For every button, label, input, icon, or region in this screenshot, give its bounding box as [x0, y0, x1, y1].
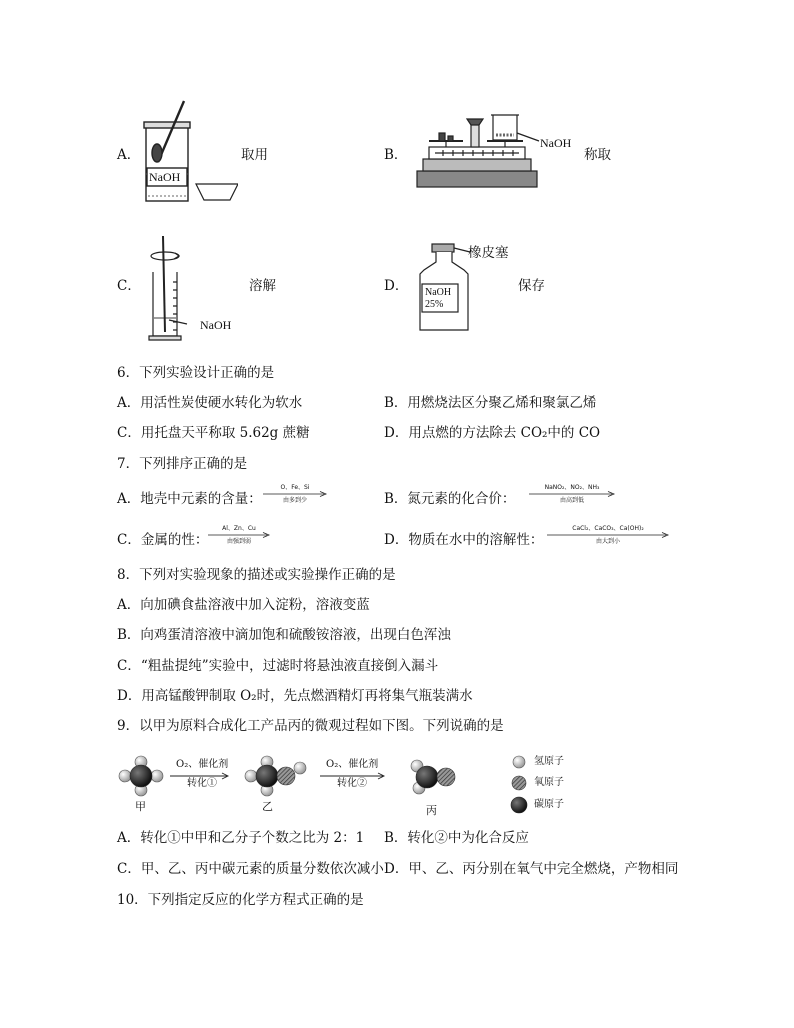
q5-b-figure [413, 105, 543, 193]
q5-d-bottle-line1: NaOH [425, 287, 452, 298]
q8-option-d: D．用高锰酸钾制取 O₂时，先点燃酒精灯再将集气瓶装满水 [117, 688, 473, 704]
q8-stem: 8．下列对实验现象的描述或实验操作正确的是 [117, 567, 396, 583]
q7-b-arrow-below: 由高到低 [559, 497, 584, 505]
q7-option-b-text: B．氮元素的化合价： [384, 491, 516, 507]
q7-d-arrow-above: CaCl₂、CaCO₃、Ca(OH)₂ [572, 525, 644, 532]
q5-a-label: NaOH [149, 170, 181, 184]
q7-option-c-arrow [207, 525, 271, 545]
q9-option-a: A．转化①中甲和乙分子个数之比为 2：1 [117, 830, 365, 846]
molecule-yi [245, 756, 306, 796]
q5-d-bottle-line2: 25% [425, 299, 444, 310]
molecule-bing [411, 760, 455, 794]
q7-c-arrow-above: Al、Zn、Cu [222, 525, 256, 532]
q8-option-c: C．“粗盐提纯”实验中，过滤时将悬浊液直接倒入漏斗 [117, 658, 439, 674]
q7-option-d-text: D．物质在水中的溶解性： [384, 532, 544, 548]
q9-label-jia: 甲 [135, 800, 146, 813]
q6-option-c: C．用托盘天平称取 5.62g 蔗糖 [117, 425, 310, 441]
q9-legend-hydrogen: 氢原子 [534, 756, 564, 767]
q9-label-bing: 丙 [426, 804, 437, 817]
q5-b-caption: 称取 [584, 147, 611, 163]
q7-option-c-text: C．金属的性： [117, 532, 209, 548]
q6-option-b: B．用燃烧法区分聚乙烯和聚氯乙烯 [384, 395, 597, 411]
q7-b-arrow-above: NaNO₂、NO₂、NH₃ [544, 484, 600, 491]
q7-option-a-arrow [262, 484, 328, 504]
q9-arrow1-top: O₂、催化剂 [176, 759, 229, 770]
q9-option-d: D．甲、乙、丙分别在氧气中完全燃烧，产物相同 [384, 861, 679, 877]
q5-c-label: NaOH [200, 318, 232, 332]
q7-a-arrow-above: O、Fe、Si [280, 484, 310, 491]
q9-legend-carbon: 碳原子 [534, 799, 564, 810]
q9-stem: 9．以甲为原料合成化工产品丙的微观过程如下图。下列说确的是 [117, 718, 504, 734]
q7-stem: 7．下列排序正确的是 [117, 456, 248, 472]
q9-option-b: B．转化②中为化合反应 [384, 830, 529, 846]
legend-carbon-icon [511, 797, 527, 813]
q7-a-arrow-below: 由多到少 [282, 497, 307, 505]
q5-a-caption: 取用 [241, 147, 268, 163]
q5-a-figure [138, 96, 238, 208]
q10-stem: 10．下列指定反应的化学方程式正确的是 [117, 892, 364, 908]
molecule-jia [119, 756, 163, 796]
legend-oxygen-icon [512, 776, 526, 790]
q5-option-a-letter: A． [117, 147, 141, 163]
legend-hydrogen-icon [513, 756, 525, 768]
q9-legend-oxygen: 氧原子 [534, 777, 564, 788]
q7-option-d-arrow [546, 525, 670, 545]
q9-label-yi: 乙 [262, 800, 273, 813]
q7-d-arrow-below: 由大到小 [595, 538, 620, 546]
q6-stem: 6．下列实验设计正确的是 [117, 365, 275, 381]
q5-c-figure [145, 232, 205, 344]
q5-option-d-letter: D． [384, 278, 409, 294]
q9-option-c: C．甲、乙、丙中碳元素的质量分数依次减小 [117, 861, 384, 877]
q6-option-d: D．用点燃的方法除去 CO₂中的 CO [384, 425, 601, 441]
q7-c-arrow-below: 由强到弱 [226, 538, 251, 546]
q5-d-stopper-label: 橡皮塞 [468, 245, 509, 261]
q9-arrow2-top: O₂、催化剂 [326, 759, 379, 770]
q7-option-b-arrow [528, 484, 616, 504]
q5-c-caption: 溶解 [249, 278, 276, 294]
q8-option-b: B．向鸡蛋清溶液中滴加饱和硫酸铵溶液，出现白色浑浊 [117, 627, 451, 643]
q6-option-a: A．用活性炭使硬水转化为软水 [117, 395, 303, 411]
q5-option-b-letter: B． [384, 147, 408, 163]
q7-option-a-text: A．地壳中元素的含量： [117, 491, 262, 507]
q9-arrow2-bottom: 转化② [337, 778, 367, 789]
q5-option-c-letter: C． [117, 278, 141, 294]
q5-d-caption: 保存 [518, 278, 545, 294]
q5-b-label: NaOH [540, 136, 572, 150]
q9-arrow1-bottom: 转化① [187, 778, 217, 789]
q8-option-a: A．向加碘食盐溶液中加入淀粉，溶液变蓝 [117, 597, 370, 613]
